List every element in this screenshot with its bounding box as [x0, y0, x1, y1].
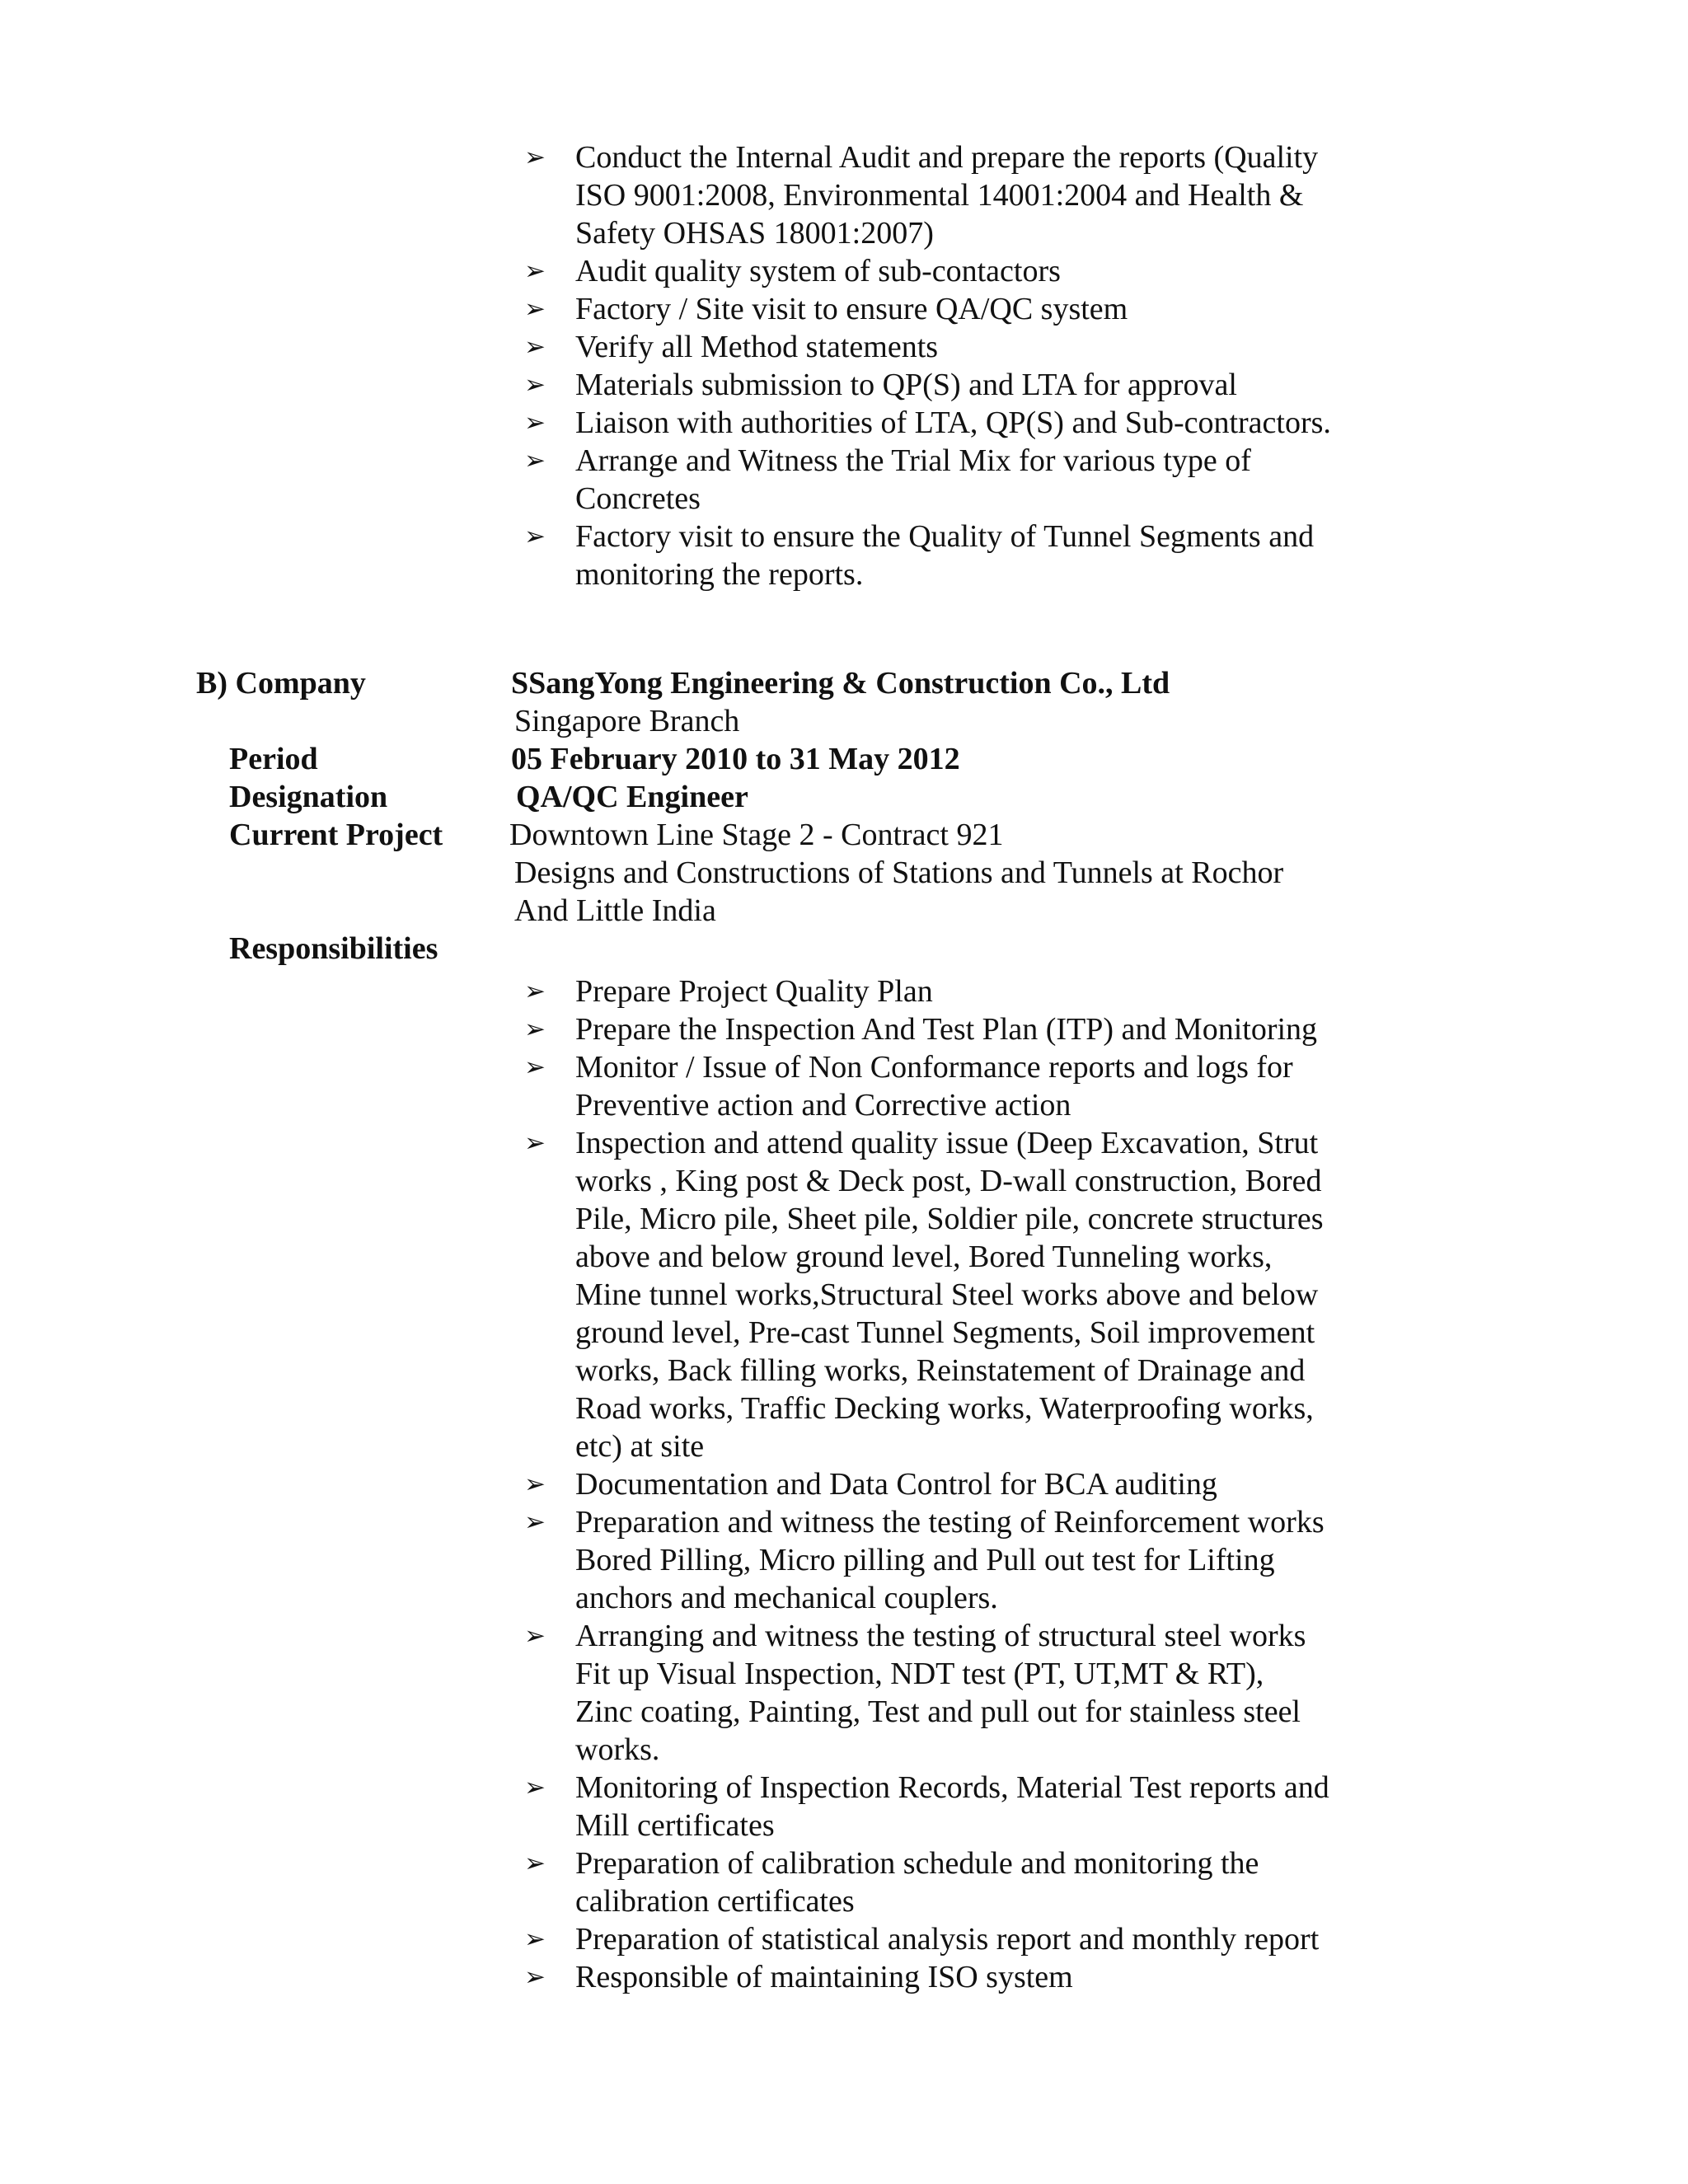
list-item: ➢ Prepare Project Quality Plan	[524, 974, 933, 1009]
list-item: ➢ Monitoring of Inspection Records, Material Test reports and Mill certificates	[524, 1770, 1329, 1843]
list-item: ➢ Preparation of calibration schedule and monitoring the calibration certificates	[524, 1846, 1259, 1919]
arrowhead-bullet-icon: ➢	[524, 408, 546, 438]
list-item: ➢ Liaison with authorities of LTA, QP(S) and Sub-contractors.	[524, 405, 1331, 440]
arrowhead-bullet-icon: ➢	[524, 446, 546, 476]
project-description-line-1: Designs and Constructions of Stations and Tunnels at Rochor	[514, 855, 1284, 890]
current-project-label: Current Project	[229, 818, 443, 852]
list-item: ➢ Inspection and attend quality issue (Deep Excavation, Strut works , King post & Deck post, D-wall construction, Bored Pile, Micro pile, Sheet pile, Soldier pile, concrete structures above and below ground level, Bored Tunneling works, Mine tunnel works,Structural Steel works above and below ground level, Pre-cast Tunnel Segments, Soil improvement works, Back filling works, Reinstatement of Drainage and Road works, Traffic Decking works, Waterproofing works, etc) at site	[524, 1126, 1324, 1464]
company-name: SSangYong Engineering & Construction Co., Ltd	[511, 666, 1170, 701]
period-value: 05 February 2010 to 31 May 2012	[511, 742, 960, 776]
company-branch: Singapore Branch	[514, 704, 740, 738]
arrowhead-bullet-icon: ➢	[524, 143, 546, 172]
list-item: ➢ Arrange and Witness the Trial Mix for various type of Concretes	[524, 443, 1251, 516]
arrowhead-bullet-icon: ➢	[524, 1962, 546, 1992]
arrowhead-bullet-icon: ➢	[524, 1507, 546, 1537]
arrowhead-bullet-icon: ➢	[524, 522, 546, 551]
list-item: ➢ Factory visit to ensure the Quality of Tunnel Segments and monitoring the reports.	[524, 519, 1315, 592]
arrowhead-bullet-icon: ➢	[524, 1849, 546, 1878]
previous-duties-list	[524, 138, 1431, 593]
designation-label: Designation	[229, 780, 388, 814]
designation-value: QA/QC Engineer	[516, 780, 748, 814]
list-item: ➢ Monitor / Issue of Non Conformance reports and logs for Preventive action and Corrective action	[524, 1050, 1293, 1122]
arrowhead-bullet-icon: ➢	[524, 1052, 546, 1082]
list-item: ➢ Materials submission to QP(S) and LTA for approval	[524, 368, 1237, 402]
period-label: Period	[229, 742, 318, 776]
list-item: ➢ Conduct the Internal Audit and prepare the reports (Quality ISO 9001:2008, Environmental 14001:2004 and Health & Safety OHSAS 18001:2007)	[524, 140, 1319, 251]
list-item: ➢ Factory / Site visit to ensure QA/QC system	[524, 292, 1128, 326]
list-item: ➢ Documentation and Data Control for BCA auditing	[524, 1467, 1217, 1502]
arrowhead-bullet-icon: ➢	[524, 1469, 546, 1499]
list-item: ➢ Preparation of statistical analysis report and monthly report	[524, 1922, 1320, 1957]
arrowhead-bullet-icon: ➢	[524, 370, 546, 400]
list-item: ➢ Preparation and witness the testing of Reinforcement works Bored Pilling, Micro pilling and Pull out test for Lifting anchors and mechanical couplers.	[524, 1505, 1325, 1615]
arrowhead-bullet-icon: ➢	[524, 294, 546, 324]
list-item: ➢ Verify all Method statements	[524, 330, 939, 364]
arrowhead-bullet-icon: ➢	[524, 1773, 546, 1802]
arrowhead-bullet-icon: ➢	[524, 1924, 546, 1954]
arrowhead-bullet-icon: ➢	[524, 1128, 546, 1158]
project-description-line-2: And Little India	[514, 893, 716, 928]
arrowhead-bullet-icon: ➢	[524, 1621, 546, 1651]
list-item: ➢ Arranging and witness the testing of structural steel works Fit up Visual Inspection, NDT test (PT, UT,MT & RT), Zinc coating, Painting, Test and pull out for stainless steel works.	[524, 1619, 1306, 1767]
arrowhead-bullet-icon: ➢	[524, 1015, 546, 1044]
list-item: ➢ Audit quality system of sub-contactors	[524, 254, 1061, 288]
arrowhead-bullet-icon: ➢	[524, 256, 546, 286]
arrowhead-bullet-icon: ➢	[524, 977, 546, 1006]
responsibilities-label: Responsibilities	[229, 931, 438, 966]
list-item: ➢ Prepare the Inspection And Test Plan (ITP) and Monitoring	[524, 1012, 1318, 1047]
company-label: B) Company	[196, 666, 366, 701]
current-project-name: Downtown Line Stage 2 - Contract 921	[509, 818, 1004, 852]
list-item: ➢ Responsible of maintaining ISO system	[524, 1960, 1073, 1994]
arrowhead-bullet-icon: ➢	[524, 332, 546, 362]
responsibilities-list	[524, 972, 1431, 1996]
